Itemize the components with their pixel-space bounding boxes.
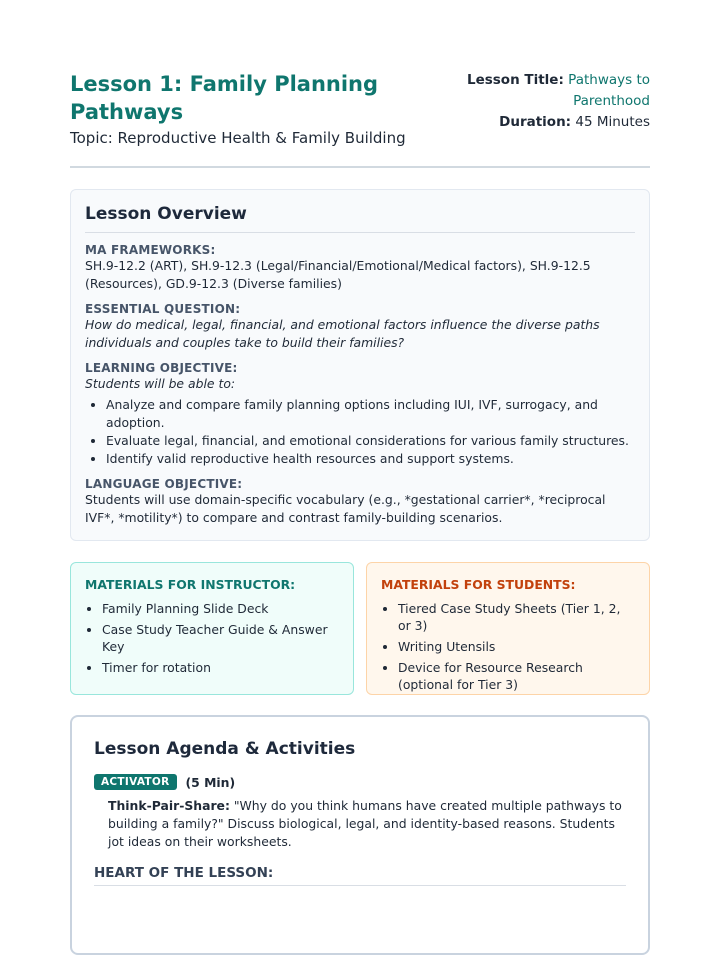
essential-question-text: How do medical, legal, financial, and emotional factors influence the diverse paths individuals and couples take to build their families?	[85, 317, 600, 350]
lesson-title-value: Pathways to Parenthood	[568, 72, 650, 109]
learning-objective-label: LEARNING OBJECTIVE:	[85, 361, 238, 375]
learning-objective-list	[106, 396, 635, 468]
list-item: • Identify valid reproductive health resources and support systems.	[106, 450, 635, 468]
list-item: • Analyze and compare family planning options including IUI, IVF, surrogacy, and adoption.	[106, 396, 635, 432]
activator-row	[94, 774, 626, 790]
instructor-materials-list	[102, 600, 339, 676]
frameworks-label: MA FRAMEWORKS:	[85, 243, 216, 257]
instructor-materials-card	[70, 562, 354, 695]
activator-text: "Why do you think humans have created multiple pathways to building a family?" Discuss biological, legal, and identity-based reasons. Students jot ideas on their worksheets.	[108, 798, 622, 849]
lesson-title-meta	[430, 70, 650, 112]
activator-title: Think-Pair-Share:	[108, 798, 230, 813]
activator-badge: ACTIVATOR	[94, 774, 177, 790]
lesson-overview-card	[70, 189, 650, 541]
agenda-heading: Lesson Agenda & Activities	[94, 739, 356, 759]
lesson-title-label: Lesson Title:	[466, 72, 564, 88]
lesson-agenda-card	[70, 715, 650, 955]
duration-meta	[430, 112, 650, 133]
list-item: • Tiered Case Study Sheets (Tier 1, 2, or 3)	[398, 600, 635, 634]
frameworks-text: SH.9-12.2 (ART), SH.9-12.3 (Legal/Financial/Emotional/Medical factors), SH.9-12.5 (Resources), GD.9-12.3 (Diverse families)	[85, 258, 591, 291]
language-objective-text: Students will use domain-specific vocabulary (e.g., *gestational carrier*, *reciprocal IVF*, *motility*) to compare and contrast family-building scenarios.	[85, 492, 606, 525]
list-item: • Device for Resource Research (optional for Tier 3)	[398, 659, 635, 693]
header-divider	[70, 166, 650, 168]
student-materials-card	[366, 562, 650, 695]
activator-description	[108, 797, 626, 851]
instructor-materials-heading: MATERIALS FOR INSTRUCTOR:	[85, 577, 296, 592]
list-item: • Case Study Teacher Guide & Answer Key	[102, 621, 339, 655]
list-item: • Timer for rotation	[102, 659, 339, 676]
list-item: • Writing Utensils	[398, 638, 635, 655]
student-materials-list	[398, 600, 635, 693]
student-materials-heading: MATERIALS FOR STUDENTS:	[381, 577, 576, 592]
heart-of-lesson-heading: HEART OF THE LESSON:	[94, 865, 626, 886]
duration-label: Duration:	[499, 114, 572, 130]
overview-heading: Lesson Overview	[85, 204, 635, 233]
language-objective-label: LANGUAGE OBJECTIVE:	[85, 477, 243, 491]
activator-duration: (5 Min)	[185, 774, 236, 790]
duration-value: 45 Minutes	[575, 114, 650, 130]
list-item: • Evaluate legal, financial, and emotional considerations for various family structures.	[106, 432, 635, 450]
lesson-meta	[430, 70, 650, 133]
learning-objective-intro: Students will be able to:	[85, 376, 236, 391]
lesson-topic: Topic: Reproductive Health & Family Building	[70, 129, 406, 147]
list-item: • Family Planning Slide Deck	[102, 600, 339, 617]
essential-question-label: ESSENTIAL QUESTION:	[85, 302, 241, 316]
lesson-title: Lesson 1: Family Planning Pathways	[70, 72, 379, 124]
